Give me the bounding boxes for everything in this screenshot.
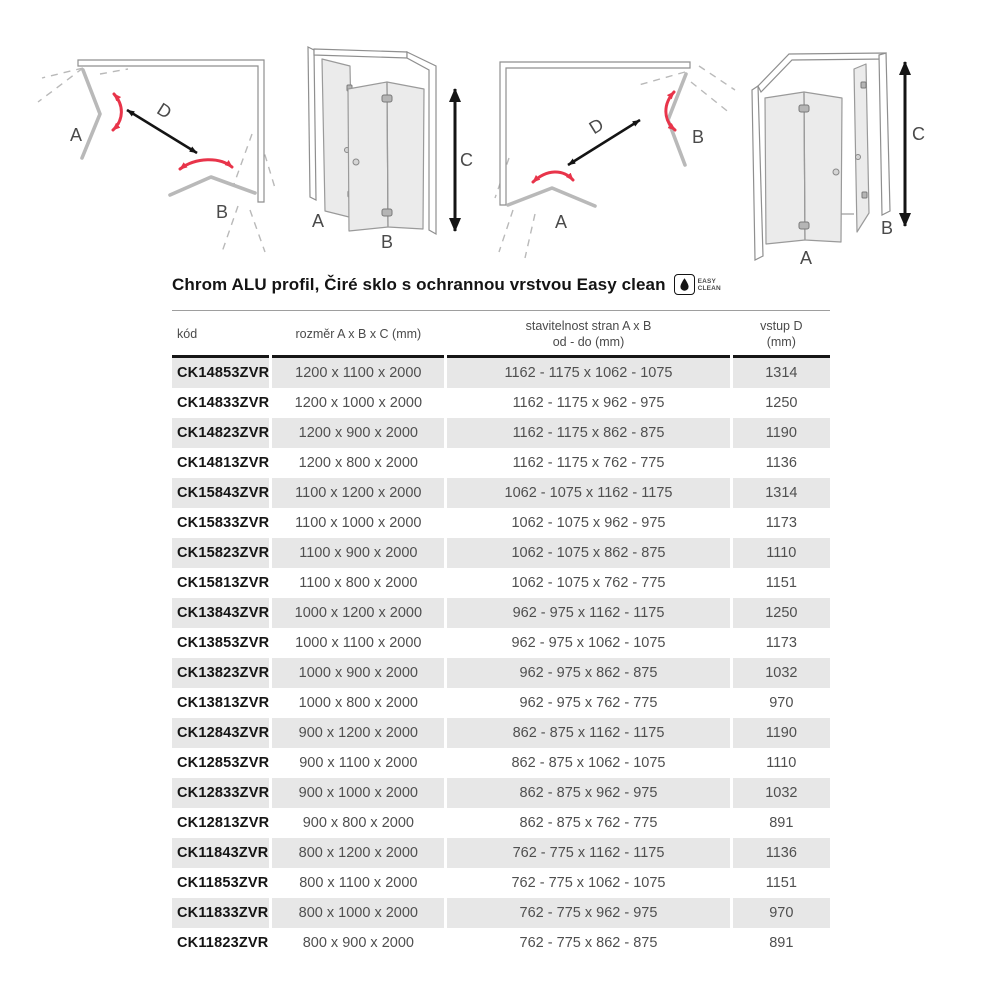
product-table-wrapper [172,310,830,958]
entry-width-cell: 1190 [733,418,830,448]
size-cell: 900 x 1200 x 2000 [272,718,444,748]
wall-outline [78,60,264,202]
easy-clean-label: EASY CLEAN [697,277,721,292]
diagram-perspective-right [745,30,965,275]
size-cell: 800 x 900 x 2000 [302,935,414,952]
product-code-cell: CK15813ZVR [177,575,270,592]
wall-profile-left [752,86,763,260]
hinge-icon [799,222,809,229]
product-code-cell: CK13813ZVR [177,695,270,712]
size-cell: 800 x 1100 x 2000 [299,875,418,892]
adjustability-cell: 1062 - 1075 x 862 - 875 [447,538,729,568]
adjustability-cell: 1062 - 1075 x 962 - 975 [511,515,666,532]
entry-width-cell: 1032 [733,658,830,688]
hinge-icon [862,192,867,198]
product-code-cell: CK12843ZVR [172,718,269,748]
size-cell: 900 x 1000 x 2000 [272,778,444,808]
wall-top-rail [314,49,407,58]
product-code-cell: CK14853ZVR [172,358,269,388]
size-cell: 900 x 800 x 2000 [302,815,414,832]
door-open-position-dashed [699,66,735,90]
table-body [172,358,830,958]
door-open-position-dashed [38,68,83,102]
product-code-cell: CK15823ZVR [172,538,269,568]
adjustability-cell: 1162 - 1175 x 762 - 775 [512,455,665,472]
size-cell: 1200 x 1100 x 2000 [272,358,444,388]
swing-arrow-a [113,94,121,130]
product-code-cell: CK12833ZVR [172,778,269,808]
size-cell: 800 x 1200 x 2000 [272,838,444,868]
diagram-plan-right [485,40,740,275]
table-row [172,808,830,838]
table-row [172,628,830,658]
product-code-cell: CK15833ZVR [177,515,270,532]
door-open-position-dashed [499,210,513,252]
product-code-cell: CK14813ZVR [177,455,270,472]
adjustability-cell: 1062 - 1075 x 1162 - 1175 [447,478,729,508]
adjustability-cell: 962 - 975 x 1162 - 1175 [447,598,729,628]
table-row [172,718,830,748]
dimension-label-a: A [312,211,325,231]
size-cell: 1200 x 900 x 2000 [272,418,444,448]
door-open-position-dashed [234,134,252,184]
table-row [172,898,830,928]
entry-width-cell: 1110 [733,538,830,568]
product-code-cell: CK13853ZVR [177,635,270,652]
product-code-cell: CK12853ZVR [177,755,270,772]
table-row [172,418,830,448]
door-panel-a-right-fold [804,92,842,242]
swing-arrow-a [533,172,573,182]
entry-width-cell: 1136 [733,838,830,868]
dimension-label-b: B [381,232,394,252]
adjustability-cell: 962 - 975 x 1062 - 1075 [511,635,666,652]
size-cell: 1000 x 1100 x 2000 [295,635,422,652]
door-open-position-dashed [525,214,535,258]
adjustability-cell: 762 - 775 x 1062 - 1075 [511,875,666,892]
table-row [172,868,830,898]
section-title-row [172,274,832,295]
size-cell: 900 x 1100 x 2000 [299,755,418,772]
dimension-label-a: A [555,212,568,232]
product-code-cell: CK15843ZVR [172,478,269,508]
adjustability-cell: 762 - 775 x 1162 - 1175 [447,838,729,868]
adjustability-cell: 962 - 975 x 762 - 775 [519,695,658,712]
size-cell: 1200 x 800 x 2000 [298,455,418,472]
table-row [172,838,830,868]
size-cell: 1000 x 1200 x 2000 [272,598,444,628]
adjustability-cell: 1162 - 1175 x 862 - 875 [447,418,729,448]
entry-width-cell: 1173 [765,635,797,652]
dimension-label-b: B [216,202,229,222]
entry-width-cell: 1314 [733,358,830,388]
product-code-cell: CK11853ZVR [177,875,269,892]
adjustability-cell: 762 - 775 x 862 - 875 [519,935,658,952]
dimension-label-c: C [460,150,473,170]
size-cell: 1100 x 1000 x 2000 [295,515,422,532]
product-code-cell: CK11843ZVR [172,838,269,868]
entry-width-cell: 1151 [765,575,797,592]
table-header-row [172,311,830,358]
entry-width-cell: 891 [769,935,794,952]
handle-knob-icon [856,155,861,160]
size-cell: 1200 x 1000 x 2000 [294,395,423,412]
product-code-cell: CK13823ZVR [172,658,269,688]
product-code-cell: CK14833ZVR [177,395,270,412]
adjustability-cell: 762 - 775 x 962 - 975 [447,898,729,928]
adjustability-cell: 862 - 875 x 1062 - 1075 [511,755,666,772]
handle-knob-icon [833,169,839,175]
column-header-size: rozměr A x B x C (mm) [272,311,444,358]
product-code-cell: CK14823ZVR [172,418,269,448]
adjustability-cell: 1162 - 1175 x 1062 - 1075 [447,358,729,388]
column-header-code: kód [172,311,269,358]
adjustability-cell: 862 - 875 x 962 - 975 [447,778,729,808]
product-code-cell: CK12813ZVR [177,815,270,832]
adjustability-cell: 1062 - 1075 x 762 - 775 [511,575,666,592]
door-open-position-dashed [635,72,685,86]
table-row [172,928,830,958]
table-row [172,568,830,598]
door-panel-b-left-fold [348,82,388,231]
door-panel-a [508,188,595,206]
table-row [172,538,830,568]
dimension-label-b: B [692,127,705,147]
dimension-label-b: B [881,218,894,238]
swing-arrow-b [180,160,232,169]
handle-knob-icon [353,159,359,165]
easy-clean-badge [674,274,721,295]
table-row [172,688,830,718]
adjustability-cell: 862 - 875 x 1162 - 1175 [447,718,729,748]
adjustability-cell: 862 - 875 x 762 - 775 [519,815,658,832]
product-code-cell: CK11833ZVR [172,898,269,928]
hinge-icon [382,209,392,216]
entry-width-cell: 1173 [765,515,797,532]
wall-right [879,53,890,215]
entry-width-cell: 1250 [765,395,798,412]
size-cell: 800 x 1000 x 2000 [272,898,444,928]
entry-width-cell: 1190 [733,718,830,748]
page-title: Chrom ALU profil, Čiré sklo s ochrannou vrstvou Easy clean [172,274,666,294]
column-header-adjustability: stavitelnost stran A x B od - do (mm) [447,311,729,358]
table-row [172,658,830,688]
hinge-icon [861,82,866,88]
door-open-position-dashed [42,68,83,78]
door-panel-b [170,177,255,195]
product-code-cell: CK13843ZVR [172,598,269,628]
size-cell: 1000 x 800 x 2000 [298,695,418,712]
product-code-cell: CK11823ZVR [177,935,269,952]
door-open-position-dashed [250,210,265,252]
diagram-plan-left [28,38,300,268]
table-row [172,448,830,478]
entry-width-cell: 1136 [765,455,797,472]
door-panel-b-right-fold [387,82,424,229]
entry-width-cell: 1032 [733,778,830,808]
size-cell: 1100 x 800 x 2000 [299,575,418,592]
table-row [172,478,830,508]
table-row [172,388,830,418]
table-row [172,748,830,778]
dimension-label-a: A [800,248,813,268]
table-row [172,778,830,808]
diagram-perspective-left [300,35,475,270]
door-panel-a [82,70,100,158]
dimension-label-a: A [70,125,83,145]
hinge-icon [382,95,392,102]
entry-width-cell: 891 [769,815,794,832]
adjustability-cell: 962 - 975 x 862 - 875 [447,658,729,688]
door-panel-a-left-fold [765,92,805,244]
dimension-label-d: D [153,98,176,123]
door-panel-b [668,74,686,165]
dimension-label-c: C [912,124,925,144]
water-drop-icon [674,274,695,295]
entry-width-cell: 1110 [766,755,797,772]
dimension-label-d: D [585,114,608,138]
table-row [172,508,830,538]
door-panel-b [854,64,869,232]
table-row [172,358,830,388]
door-open-position-dashed [691,82,731,114]
entry-width-cell: 1314 [733,478,830,508]
door-open-position-dashed [100,69,128,74]
hinge-icon [799,105,809,112]
wall-profile-left [308,47,316,200]
entry-width-cell: 1151 [765,875,797,892]
size-cell: 1000 x 900 x 2000 [272,658,444,688]
column-header-entry: vstup D (mm) [733,311,830,358]
size-cell: 1100 x 900 x 2000 [272,538,444,568]
entry-width-cell: 970 [769,695,794,712]
adjustability-cell: 1162 - 1175 x 962 - 975 [512,395,665,412]
entry-width-cell: 970 [733,898,830,928]
table-row [172,598,830,628]
product-table [169,311,833,958]
entry-width-cell: 1250 [733,598,830,628]
size-cell: 1100 x 1200 x 2000 [272,478,444,508]
